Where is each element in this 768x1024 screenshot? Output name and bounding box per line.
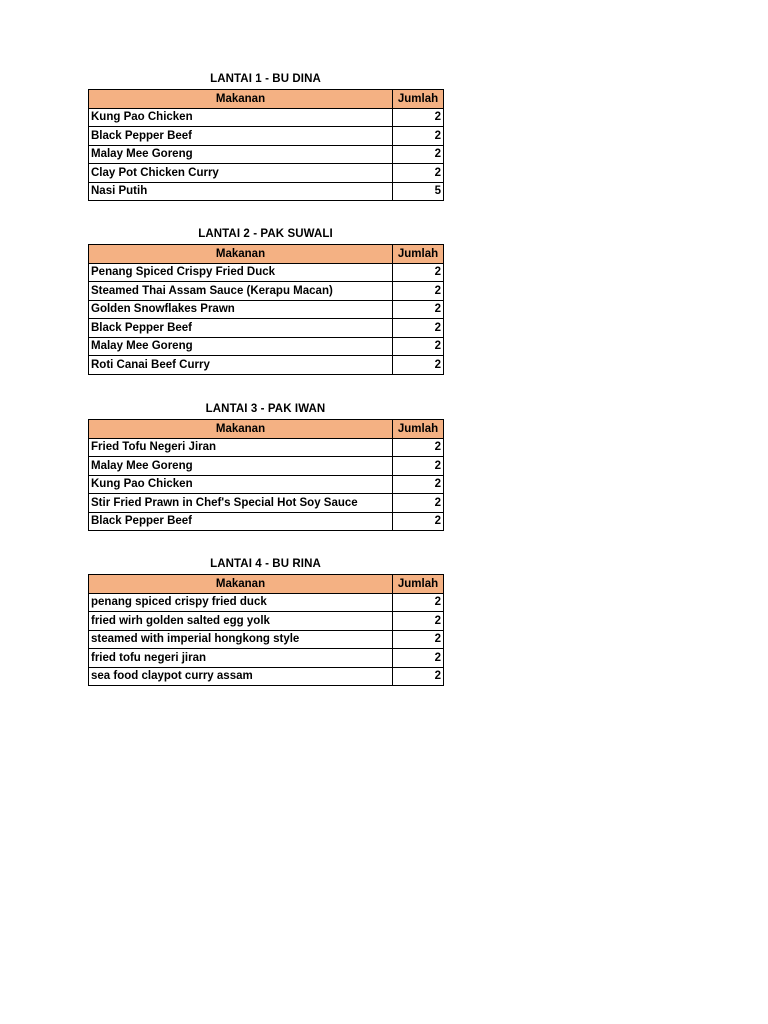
section-title: LANTAI 2 - PAK SUWALI <box>198 228 333 240</box>
table-row <box>89 630 444 649</box>
qty-cell: 2 <box>393 667 444 686</box>
table-row <box>89 494 444 513</box>
table-row <box>89 593 444 612</box>
column-header-jumlah: Jumlah <box>393 420 444 439</box>
item-cell: Black Pepper Beef <box>89 512 393 531</box>
qty-cell: 2 <box>393 593 444 612</box>
table-row <box>89 145 444 164</box>
table-header-row <box>89 420 444 439</box>
item-cell: fried wirh golden salted egg yolk <box>89 612 393 631</box>
column-header-makanan: Makanan <box>89 575 393 594</box>
column-header-jumlah: Jumlah <box>393 90 444 109</box>
qty-cell: 2 <box>393 512 444 531</box>
item-cell: Stir Fried Prawn in Chef's Special Hot Soy Sauce <box>89 494 393 513</box>
table-row <box>89 108 444 127</box>
qty-cell: 2 <box>393 282 444 301</box>
item-cell: sea food claypot curry assam <box>89 667 393 686</box>
table-row <box>89 356 444 375</box>
section-lantai-1 <box>88 70 443 201</box>
item-cell: Penang Spiced Crispy Fried Duck <box>89 263 393 282</box>
item-cell: Steamed Thai Assam Sauce (Kerapu Macan) <box>89 282 393 301</box>
qty-cell: 2 <box>393 164 444 183</box>
qty-cell: 2 <box>393 145 444 164</box>
item-cell: steamed with imperial hongkong style <box>89 630 393 649</box>
item-cell: Malay Mee Goreng <box>89 145 393 164</box>
table-row <box>89 319 444 338</box>
qty-cell: 2 <box>393 319 444 338</box>
section-title: LANTAI 1 - BU DINA <box>210 73 321 85</box>
table-row <box>89 649 444 668</box>
table-row <box>89 300 444 319</box>
table-row <box>89 164 444 183</box>
table-row <box>89 282 444 301</box>
table-row <box>89 612 444 631</box>
item-cell: Nasi Putih <box>89 182 393 201</box>
item-cell: Kung Pao Chicken <box>89 475 393 494</box>
table-row <box>89 263 444 282</box>
item-cell: Fried Tofu Negeri Jiran <box>89 438 393 457</box>
item-cell: penang spiced crispy fried duck <box>89 593 393 612</box>
item-cell: Black Pepper Beef <box>89 127 393 146</box>
item-cell: Roti Canai Beef Curry <box>89 356 393 375</box>
menu-table <box>88 89 444 201</box>
section-title: LANTAI 3 - PAK IWAN <box>205 403 326 415</box>
qty-cell: 2 <box>393 630 444 649</box>
item-cell: Black Pepper Beef <box>89 319 393 338</box>
item-cell: Malay Mee Goreng <box>89 457 393 476</box>
item-cell: fried tofu negeri jiran <box>89 649 393 668</box>
item-cell: Clay Pot Chicken Curry <box>89 164 393 183</box>
qty-cell: 2 <box>393 108 444 127</box>
column-header-makanan: Makanan <box>89 420 393 439</box>
menu-table <box>88 419 444 531</box>
qty-cell: 2 <box>393 494 444 513</box>
table-row <box>89 127 444 146</box>
qty-cell: 2 <box>393 127 444 146</box>
section-title: LANTAI 4 - BU RINA <box>210 558 321 570</box>
table-row <box>89 182 444 201</box>
column-header-jumlah: Jumlah <box>393 245 444 264</box>
qty-cell: 2 <box>393 337 444 356</box>
column-header-makanan: Makanan <box>89 90 393 109</box>
item-cell: Kung Pao Chicken <box>89 108 393 127</box>
table-row <box>89 512 444 531</box>
qty-cell: 2 <box>393 300 444 319</box>
section-lantai-3 <box>88 400 443 531</box>
qty-cell: 2 <box>393 438 444 457</box>
qty-cell: 2 <box>393 263 444 282</box>
menu-table <box>88 574 444 686</box>
item-cell: Golden Snowflakes Prawn <box>89 300 393 319</box>
table-header-row <box>89 245 444 264</box>
table-row <box>89 337 444 356</box>
qty-cell: 2 <box>393 612 444 631</box>
qty-cell: 2 <box>393 475 444 494</box>
table-header-row <box>89 90 444 109</box>
table-row <box>89 667 444 686</box>
table-header-row <box>89 575 444 594</box>
table-row <box>89 438 444 457</box>
item-cell: Malay Mee Goreng <box>89 337 393 356</box>
qty-cell: 5 <box>393 182 444 201</box>
qty-cell: 2 <box>393 356 444 375</box>
section-lantai-2 <box>88 225 443 375</box>
section-lantai-4 <box>88 555 443 686</box>
menu-table <box>88 244 444 375</box>
table-row <box>89 457 444 476</box>
qty-cell: 2 <box>393 649 444 668</box>
column-header-jumlah: Jumlah <box>393 575 444 594</box>
qty-cell: 2 <box>393 457 444 476</box>
column-header-makanan: Makanan <box>89 245 393 264</box>
table-row <box>89 475 444 494</box>
